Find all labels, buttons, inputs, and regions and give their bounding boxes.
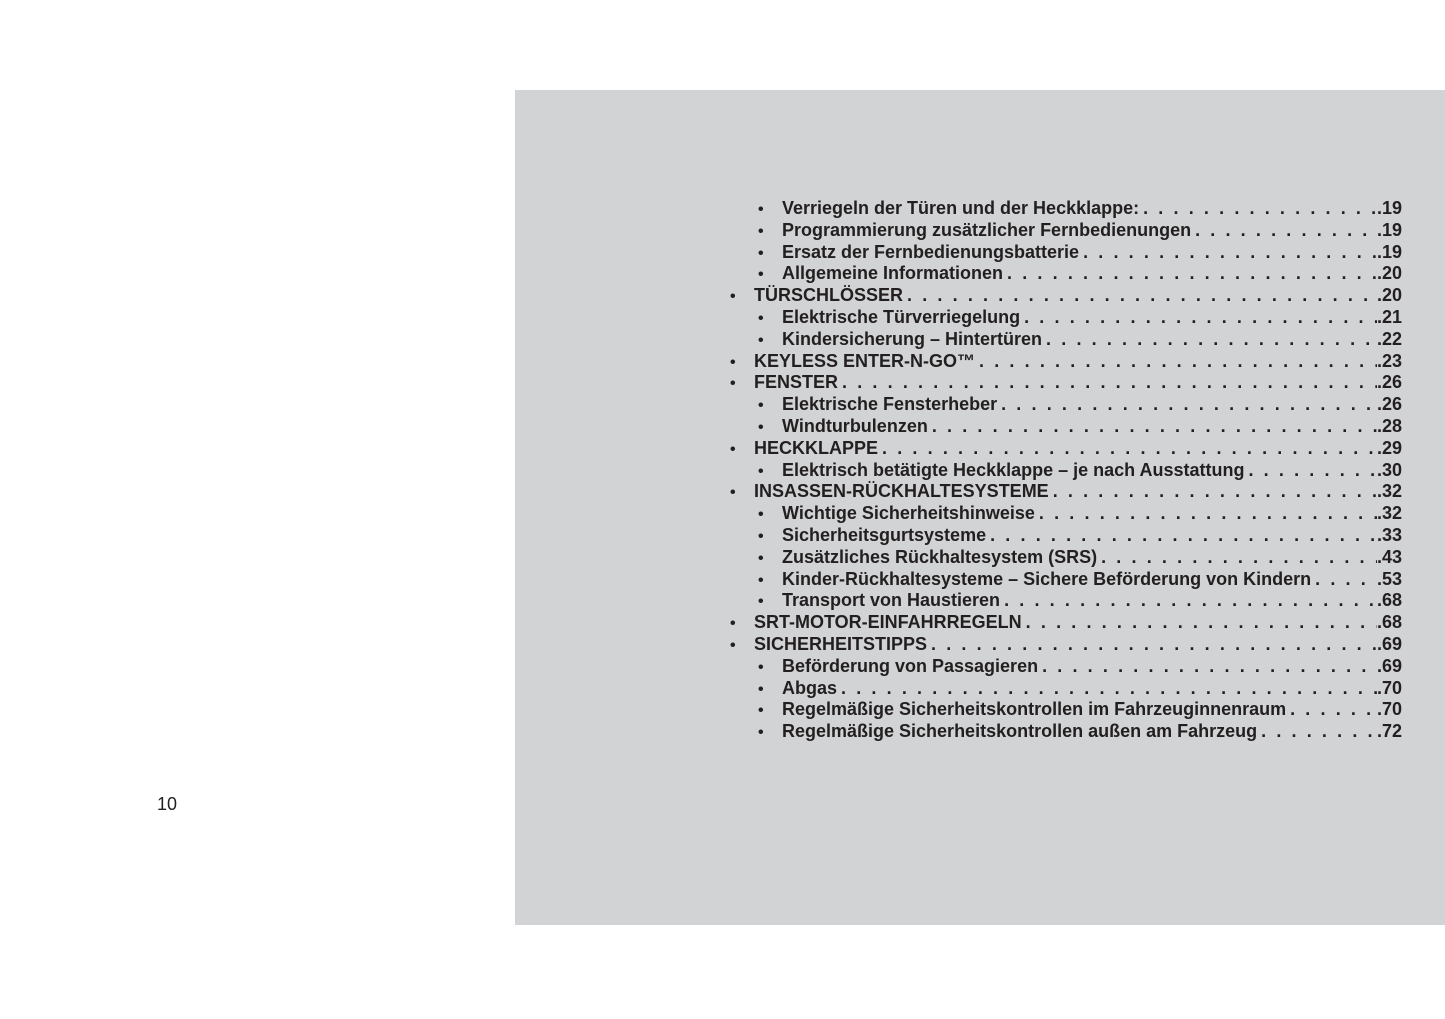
toc-entry-title: HECKKLAPPE (754, 437, 879, 458)
dot-leader (1195, 220, 1377, 242)
dot-leader (1004, 590, 1377, 612)
dot-leader (907, 285, 1377, 307)
dot-leader (1042, 656, 1377, 678)
dot-leader (1024, 307, 1377, 329)
toc-entry-page: .20 (1376, 263, 1402, 284)
toc-entry-title: Windturbulenzen (782, 415, 928, 436)
toc-entry-title: Transport von Haustieren (782, 590, 1001, 611)
toc-subsection-entry[interactable] (728, 242, 1402, 264)
dot-leader (1248, 460, 1376, 482)
bullet-icon: • (758, 418, 764, 436)
toc-entry-page: .70 (1376, 677, 1402, 698)
toc-subsection-entry[interactable] (728, 590, 1402, 612)
dot-leader (1039, 503, 1377, 525)
bullet-icon: • (758, 571, 764, 589)
toc-entry-title: Regelmäßige Sicherheitskontrollen außen am Fahrzeug (782, 721, 1258, 742)
bullet-icon: • (758, 201, 764, 218)
bullet-icon: • (730, 636, 736, 654)
dot-leader (1261, 721, 1377, 743)
toc-subsection-entry[interactable] (728, 460, 1402, 482)
toc-entry-page: .68 (1376, 590, 1402, 611)
toc-entry-title: SICHERHEITSTIPPS (754, 633, 928, 654)
toc-entry-title: Elektrisch betätigte Heckklappe – je nach Ausstattung (782, 459, 1245, 480)
dot-leader (1026, 612, 1377, 634)
bullet-icon: • (758, 244, 764, 262)
toc-entry-page: .19 (1376, 219, 1402, 240)
toc-section-entry[interactable] (728, 351, 1402, 373)
toc-entry-title: Kindersicherung – Hintertüren (782, 328, 1043, 349)
toc-entry-title: Zusätzliches Rückhaltesystem (SRS) (782, 546, 1098, 567)
page-number: 10 (157, 794, 178, 814)
dot-leader (932, 416, 1377, 438)
toc-entry-page: .26 (1376, 394, 1402, 415)
bullet-icon: • (758, 462, 764, 480)
toc-subsection-entry[interactable] (728, 525, 1402, 547)
bullet-icon: • (758, 397, 764, 415)
bullet-icon: • (758, 593, 764, 611)
toc-entry-page: .20 (1376, 285, 1402, 306)
toc-subsection-entry[interactable] (728, 220, 1402, 242)
toc-subsection-entry[interactable] (728, 656, 1402, 678)
toc-subsection-entry[interactable] (728, 198, 1402, 220)
toc-section-entry[interactable] (728, 438, 1402, 460)
dot-leader (1001, 394, 1377, 416)
toc-subsection-entry[interactable] (728, 416, 1402, 438)
dot-leader (1007, 263, 1377, 285)
bullet-icon: • (758, 658, 764, 676)
toc-entry-page: .33 (1376, 524, 1402, 545)
toc-entry-page: .22 (1376, 328, 1402, 349)
toc-entry-page: .30 (1376, 459, 1402, 480)
toc-section-entry[interactable] (728, 285, 1402, 307)
table-of-contents (728, 198, 1402, 743)
toc-subsection-entry[interactable] (728, 721, 1402, 743)
toc-subsection-entry[interactable] (728, 394, 1402, 416)
toc-section-entry[interactable] (728, 481, 1402, 503)
toc-entry-title: Wichtige Sicherheitshinweise (782, 503, 1035, 524)
toc-entry-page: .53 (1376, 568, 1402, 589)
bullet-icon: • (730, 288, 736, 306)
bullet-icon: • (758, 331, 764, 349)
bullet-icon: • (758, 680, 764, 698)
toc-entry-title: Abgas (782, 677, 838, 698)
toc-entry-page: .69 (1376, 655, 1402, 676)
dot-leader (1143, 198, 1377, 220)
dot-leader (841, 678, 1377, 700)
dot-leader (1046, 329, 1377, 351)
dot-leader (1053, 481, 1377, 503)
dot-leader (979, 351, 1377, 373)
toc-entry-page: .29 (1376, 437, 1402, 458)
toc-entry-page: .21 (1376, 306, 1402, 327)
bullet-icon: • (758, 702, 764, 720)
toc-subsection-entry[interactable] (728, 678, 1402, 700)
toc-entry-page: .26 (1376, 372, 1402, 393)
toc-entry-title: Allgemeine Informationen (782, 263, 1004, 284)
dot-leader (1083, 242, 1377, 264)
toc-subsection-entry[interactable] (728, 307, 1402, 329)
toc-entry-page: .19 (1376, 198, 1402, 218)
toc-subsection-entry[interactable] (728, 503, 1402, 525)
dot-leader (931, 634, 1377, 656)
toc-entry-title: KEYLESS ENTER-N-GO™ (754, 350, 976, 371)
bullet-icon: • (758, 527, 764, 545)
toc-entry-page: .28 (1376, 415, 1402, 436)
toc-entry-page: .32 (1376, 481, 1402, 502)
dot-leader (1101, 547, 1377, 569)
bullet-icon: • (758, 222, 764, 240)
toc-section-entry[interactable] (728, 612, 1402, 634)
toc-subsection-entry[interactable] (728, 699, 1402, 721)
toc-section-entry[interactable] (728, 372, 1402, 394)
dot-leader (1315, 569, 1377, 591)
dot-leader (1290, 699, 1377, 721)
dot-leader (990, 525, 1377, 547)
toc-entry-page: .23 (1376, 350, 1402, 371)
toc-entry-title: Verriegeln der Türen und der Heckklappe: (782, 198, 1140, 218)
toc-entry-page: .19 (1376, 241, 1402, 262)
bullet-icon: • (758, 506, 764, 524)
toc-entry-page: .68 (1376, 612, 1402, 633)
toc-subsection-entry[interactable] (728, 547, 1402, 569)
bullet-icon: • (730, 615, 736, 633)
bullet-icon: • (758, 309, 764, 327)
bullet-icon: • (758, 549, 764, 567)
toc-section-entry[interactable] (728, 634, 1402, 656)
toc-entry-page: .32 (1376, 503, 1402, 524)
toc-entry-page: .70 (1376, 699, 1402, 720)
bullet-icon: • (730, 440, 736, 458)
toc-entry-title: INSASSEN-RÜCKHALTESYSTEME (754, 481, 1049, 502)
bullet-icon: • (758, 266, 764, 284)
toc-entry-title: Elektrische Türverriegelung (782, 306, 1021, 327)
toc-entry-title: Sicherheitsgurtsysteme (782, 524, 987, 545)
toc-subsection-entry[interactable] (728, 569, 1402, 591)
toc-subsection-entry[interactable] (728, 263, 1402, 285)
bullet-icon: • (730, 484, 736, 502)
bullet-icon: • (730, 375, 736, 393)
toc-entry-title: Ersatz der Fernbedienungsbatterie (782, 241, 1080, 262)
toc-entry-page: .43 (1376, 546, 1402, 567)
bullet-icon: • (730, 353, 736, 371)
toc-entry-title: Programmierung zusätzlicher Fernbedienungen (782, 219, 1192, 240)
toc-entry-title: Beförderung von Passagieren (782, 655, 1039, 676)
toc-entry-title: SRT-MOTOR-EINFAHRREGELN (754, 612, 1022, 633)
toc-entry-title: Regelmäßige Sicherheitskontrollen im Fahrzeuginnenraum (782, 699, 1287, 720)
toc-entry-title: FENSTER (754, 372, 839, 393)
dot-leader (882, 438, 1377, 460)
toc-entry-page: .69 (1376, 633, 1402, 654)
toc-entry-title: TÜRSCHLÖSSER (754, 285, 904, 306)
toc-entry-title: Kinder-Rückhaltesysteme – Sichere Beförderung von Kindern (782, 568, 1312, 589)
toc-subsection-entry[interactable] (728, 329, 1402, 351)
toc-entry-page: .72 (1376, 721, 1402, 742)
toc-entry-title: Elektrische Fensterheber (782, 394, 998, 415)
bullet-icon: • (758, 724, 764, 742)
dot-leader (842, 372, 1377, 394)
